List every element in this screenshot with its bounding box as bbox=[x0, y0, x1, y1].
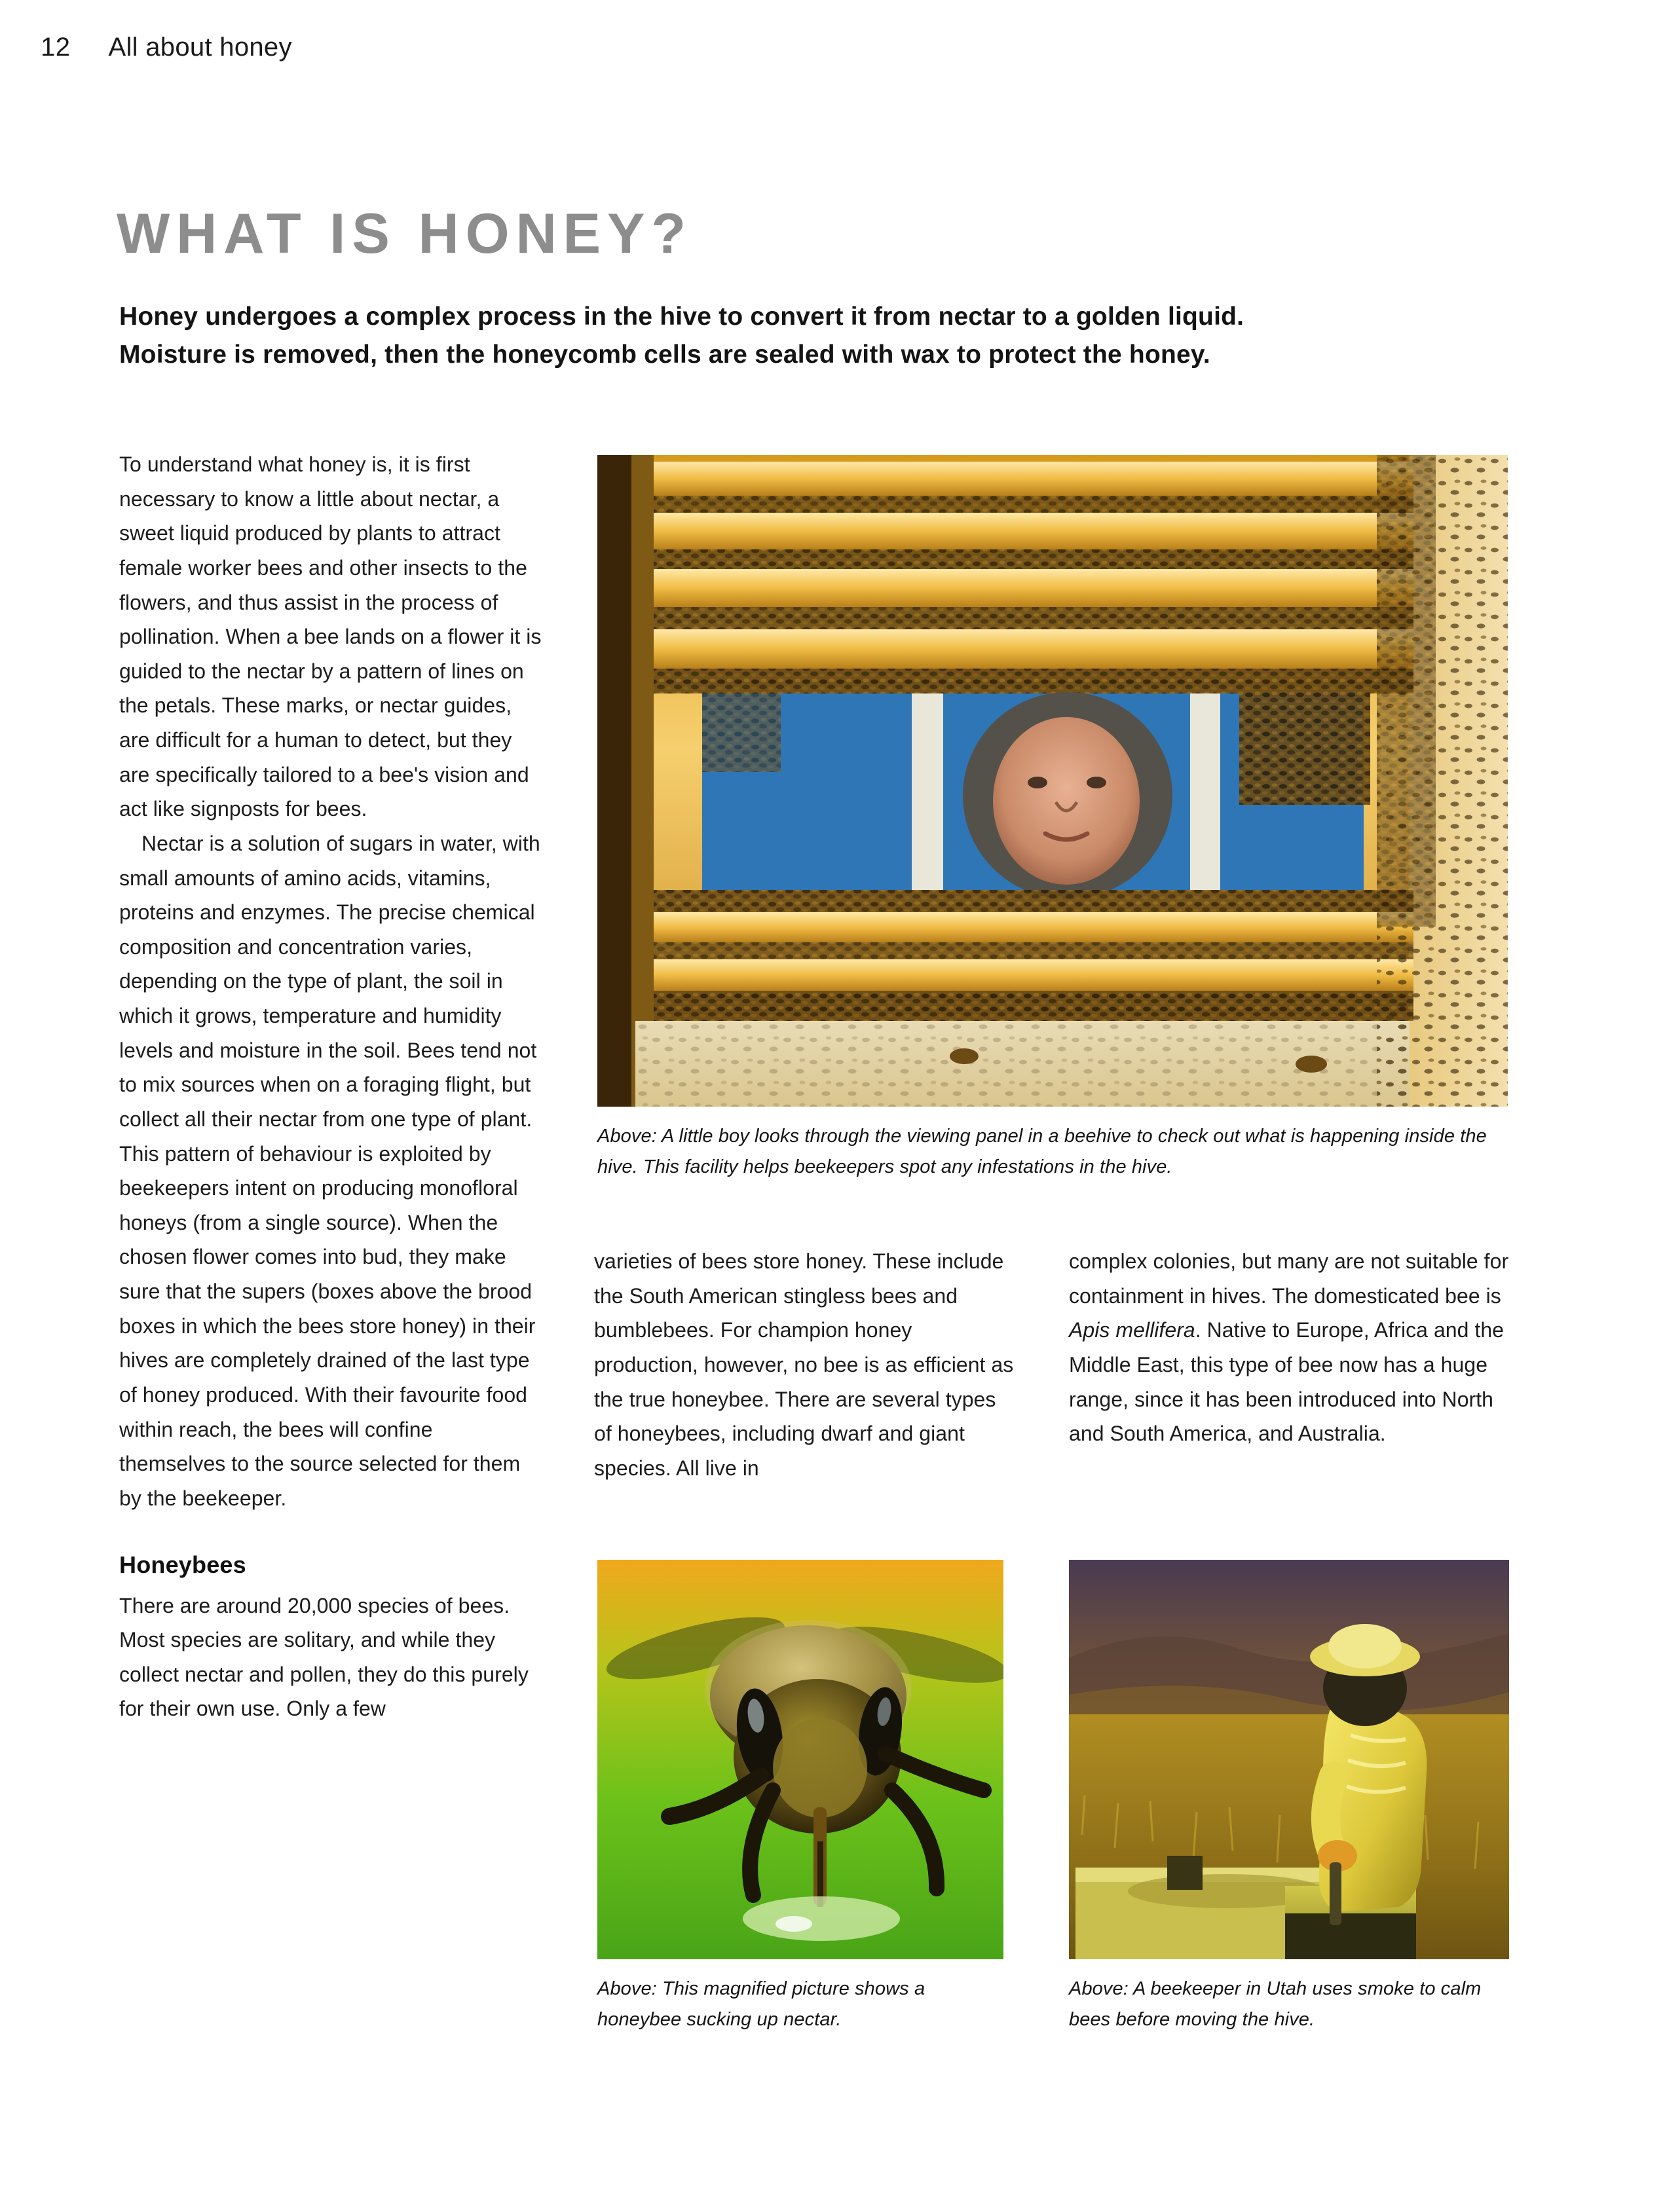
figure-caption-beekeeper: Above: A beekeeper in Utah uses smoke to calm bees before moving the hive. bbox=[1069, 1978, 1482, 2030]
running-head bbox=[41, 33, 292, 62]
paragraph: varieties of bees store honey. These include the South American stingless bees and bumblebees. For champion honey production, however, no bee is as efficient as the true honeybee. There are several types of honeybees, including dwarf and giant species. All live in bbox=[594, 1249, 1014, 1480]
paragraph-part-1: complex colonies, but many are not suitable for containment in hives. The domesticated bee is bbox=[1069, 1249, 1509, 1308]
paragraph: There are around 20,000 species of bees. Most species are solitary, and while they collect nectar and pollen, they do this purely for their own use. Only a few bbox=[119, 1593, 529, 1721]
bee-macro-illustration bbox=[597, 1560, 1003, 1959]
column-right bbox=[1069, 1244, 1509, 1451]
paragraph: Nectar is a solution of sugars in water, with small amounts of amino acids, vitamins, proteins and enzymes. The precise chemical composition and concentration varies, depending on the type of plant, the soil in which it grows, temperature and humidity levels and moisture in the soil. Bees tend not to mix sources when on a foraging flight, but collect all their nectar from one type of plant. This pattern of behaviour is exploited by beekeepers intent on producing monofloral honeys (from a single source). When the chosen flower comes into bud, they make sure that the supers (boxes above the brood boxes in which the bees store honey) in their hives are completely drained of the last type of honey produced. With their favourite food within reach, the bees will confine themselves to the source selected for them by the beekeeper. bbox=[119, 831, 540, 1510]
beekeeper-photo bbox=[1069, 1560, 1509, 1959]
species-name: Apis mellifera bbox=[1069, 1318, 1195, 1342]
column-left bbox=[119, 447, 542, 1726]
hive-photo bbox=[597, 455, 1508, 1107]
column-middle bbox=[594, 1244, 1017, 1485]
body-text-middle bbox=[594, 1244, 1017, 1485]
page-number: 12 bbox=[41, 33, 71, 62]
standfirst-line-2: Moisture is removed, then the honeycomb cells are sealed with wax to protect the honey. bbox=[119, 340, 1210, 369]
hive-photo-illustration bbox=[597, 455, 1508, 1107]
paragraph bbox=[1069, 1244, 1509, 1451]
beekeeper-illustration bbox=[1069, 1560, 1509, 1959]
figure-beekeeper bbox=[1069, 1560, 1509, 2035]
standfirst-line-1: Honey undergoes a complex process in the hive to convert it from nectar to a golden liquid. bbox=[119, 303, 1244, 331]
figure-caption-bee-macro: Above: This magnified picture shows a honeybee sucking up nectar. bbox=[597, 1978, 925, 2030]
paragraph-part-2: . Native to Europe, Africa and the Middle East, this type of bee now has a huge range, since it has been introduced into North and South America, and Australia. bbox=[1069, 1318, 1504, 1446]
subheading-honeybees: Honeybees bbox=[119, 1551, 246, 1579]
paragraph: To understand what honey is, it is first necessary to know a little about nectar, a sweet liquid produced by plants to attract female worker bees and other insects to the flowers, and thus assist in the process of pollination. When a bee lands on a flower it is guided to the nectar by a pattern of lines on the petals. These marks, or nectar guides, are difficult for a human to detect, but they are specifically tailored to a bee's vision and act like signposts for bees. bbox=[119, 452, 542, 821]
body-text-right bbox=[1069, 1244, 1509, 1451]
figure-bee-macro bbox=[597, 1560, 1003, 2035]
running-title: All about honey bbox=[108, 33, 292, 62]
figure-caption-hive: Above: A little boy looks through the viewing panel in a beehive to check out what is happening inside the hive. This facility helps beekeepers spot any infestations in the hive. bbox=[597, 1126, 1487, 1177]
body-text-left bbox=[119, 447, 542, 1726]
bee-macro-photo bbox=[597, 1560, 1003, 1959]
page-title: WHAT IS HONEY? bbox=[117, 202, 692, 265]
figure-hive bbox=[597, 455, 1508, 1183]
standfirst bbox=[119, 298, 1508, 373]
